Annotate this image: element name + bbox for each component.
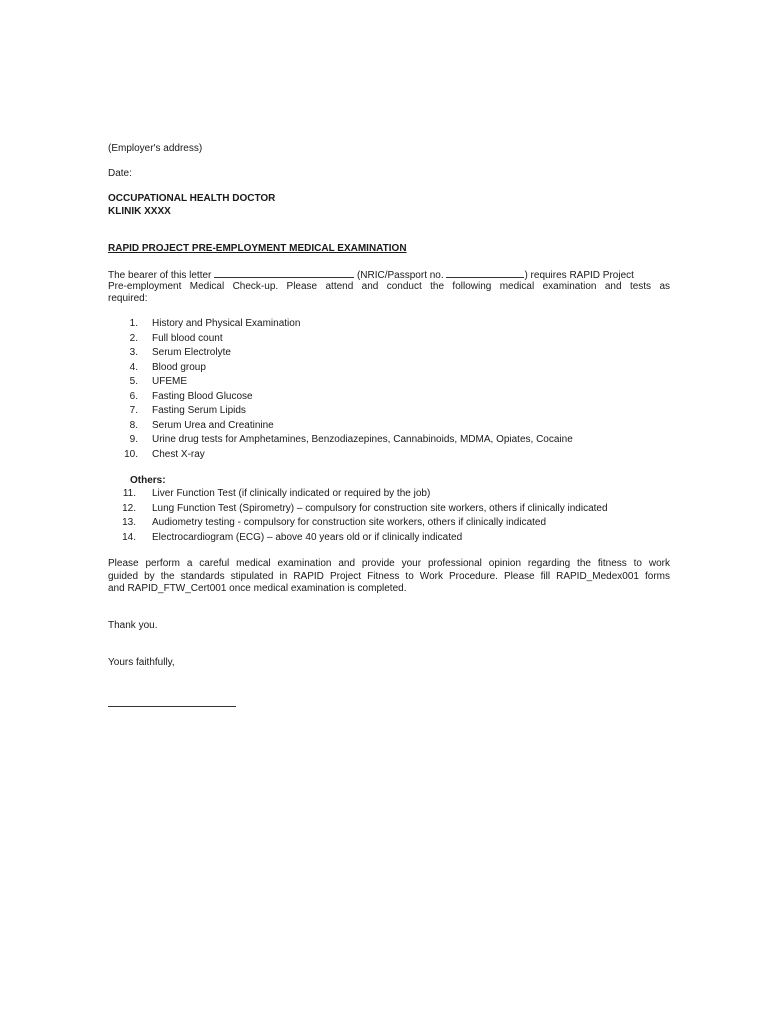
others-heading: Others:: [130, 475, 166, 486]
recipient-clinic: KLINIK XXXX: [108, 206, 171, 217]
intro-line-3: required:: [108, 293, 148, 304]
list-item: 9. Urine drug tests for Amphetamines, Benzodiazepines, Cannabinoids, MDMA, Opiates, Cocaine: [129, 434, 573, 445]
list-item: 1. History and Physical Examination: [129, 318, 301, 329]
list-item: 12. Lung Function Test (Spirometry) – compulsory for construction site workers, others if clinically indicated: [122, 502, 608, 514]
list-item: 8. Serum Urea and Creatinine: [129, 419, 274, 431]
intro-text-nric: (NRIC/Passport no.: [356, 270, 444, 281]
list-item: 7. Fasting Serum Lipids: [129, 405, 246, 416]
closing-line-3: and RAPID_FTW_Cert001 once medical examination is completed.: [108, 583, 407, 594]
list-item: 2. Full blood count: [129, 332, 223, 344]
nric-number-blank: [446, 268, 524, 278]
intro-text-bearer: The bearer of this letter: [108, 270, 212, 281]
thanks-text: Thank you.: [108, 620, 158, 631]
list-item: 6. Fasting Blood Glucose: [129, 390, 253, 402]
others-list: [108, 488, 670, 546]
intro-line-1: [108, 268, 670, 282]
closing-line-1: Please perform a careful medical examination and provide your professional opinion regarding the fitness to work: [108, 558, 670, 569]
test-list: [108, 318, 670, 463]
bearer-name-blank: [214, 268, 354, 278]
intro-line-2: Pre-employment Medical Check-up. Please attend and conduct the following medical examination and tests as: [108, 281, 670, 292]
list-item: 11. Liver Function Test (if clinically indicated or required by the job): [122, 488, 431, 499]
letter-subject: RAPID PROJECT PRE-EMPLOYMENT MEDICAL EXAMINATION: [108, 243, 407, 254]
employer-address: (Employer's address): [108, 143, 203, 154]
list-item: 3. Serum Electrolyte: [129, 347, 231, 358]
letter-page: [108, 0, 670, 1024]
list-item: 13. Audiometry testing - compulsory for construction site workers, others if clinically indicated: [122, 517, 547, 528]
recipient-title: OCCUPATIONAL HEALTH DOCTOR: [108, 193, 276, 204]
list-item: 4. Blood group: [129, 361, 206, 373]
list-item: 10. Chest X-ray: [124, 448, 205, 460]
date-label: Date:: [108, 168, 132, 179]
list-item: 5. UFEME: [129, 376, 187, 387]
signature-line: [108, 706, 236, 707]
intro-text-requires: ) requires RAPID Project: [524, 270, 634, 281]
closing-line-2: guided by the standards stipulated in RAPID Project Fitness to Work Procedure. Please fill RAPID_Medex001 forms: [108, 571, 670, 582]
list-item: 14. Electrocardiogram (ECG) – above 40 years old or if clinically indicated: [122, 531, 463, 543]
signoff-text: Yours faithfully,: [108, 657, 175, 668]
